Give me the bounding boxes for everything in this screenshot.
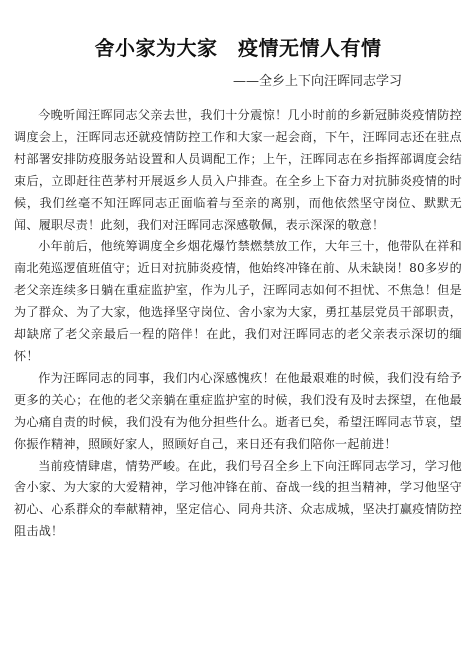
document-subtitle: ——全乡上下向汪晖同志学习	[232, 74, 402, 89]
paragraph-3: 作为汪晖同志的同事，我们内心深感愧疚！在他最艰难的时候，我们没有给予更多的关心；在他的老父亲躺在重症监护室的时候，我们没有及时去探望，在他最为心痛自责的时候，我们没有为他分担些什么。逝者已矣，希望汪晖同志节哀，望你振作精神，照顾好家人，照顾好自己，来日还有我们陪你一起前进！	[14, 370, 462, 451]
paragraph-2: 小年前后，他统筹调度全乡烟花爆竹禁燃禁放工作，大年三十，他带队在祥和南北苑巡逻值班值守；近日对抗肺炎疫情，他始终冲锋在前、从未缺岗！80多岁的老父亲连续多日躺在重症监护室，作为儿子，汪晖同志如何不担忧、不焦急！但是为了群众、为了大家，他选择坚守岗位、舍小家为大家，勇扛基层党员干部职责，却缺席了老父亲最后一程的陪伴！在此，我们对汪晖同志的老父亲表示深切的缅怀！	[14, 239, 462, 363]
paragraph-1: 今晚听闻汪晖同志父亲去世，我们十分震惊！几小时前的乡新冠肺炎疫情防控调度会上，汪晖同志还就疫情防控工作和大家一起会商，下午，汪晖同志还在驻点村部署安排防疫服务站设置和人员调配工作；上午，汪晖同志在乡指挥部调度会结束后，立即赶往芭茅村开展返乡人员入户排查。在全乡上下奋力对抗肺炎疫情的时候，我们丝毫不知汪晖同志正面临着与至亲的离别，而他依然坚守岗位、默默无闻、履职尽责！此刻，我们对汪晖同志深感敬佩，表示深深的敬意！	[14, 108, 462, 232]
paragraph-4: 当前疫情肆虐，情势严峻。在此，我们号召全乡上下向汪晖同志学习，学习他舍小家、为大家的大爱精神，学习他冲锋在前、奋战一线的担当精神，学习他坚守初心、心系群众的奉献精神，坚定信心、同舟共济、众志成城，坚决打赢疫情防控阻击战！	[14, 458, 462, 539]
document-title: 舍小家为大家 疫情无情人有情	[94, 36, 382, 60]
